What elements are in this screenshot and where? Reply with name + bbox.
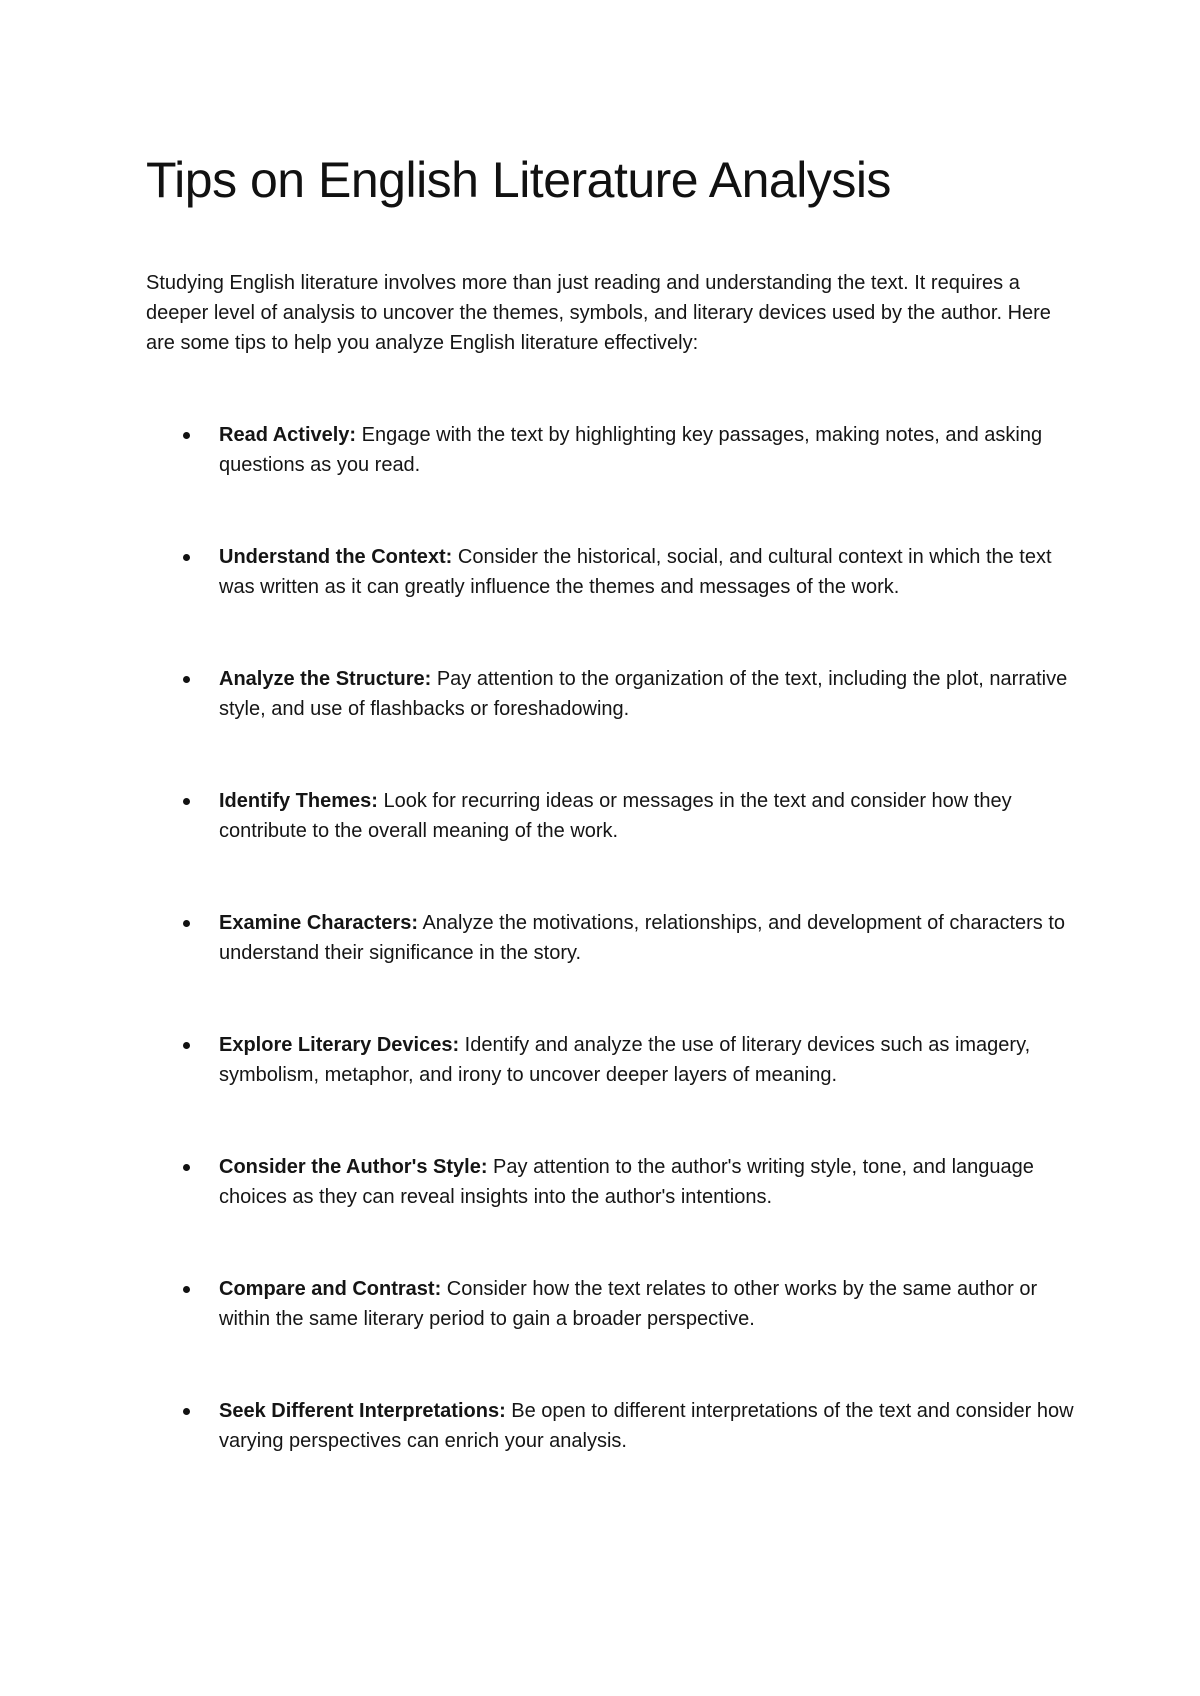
tip-seek-interpretations — [146, 1396, 1076, 1488]
tip-text: Pay attention to the organization of the text, including the plot, narrative style, and use of flashbacks or foreshadowing. — [219, 668, 1068, 720]
tip-heading: Examine Characters: — [219, 912, 418, 934]
bullet-icon — [183, 1286, 190, 1293]
tip-heading: Explore Literary Devices: — [219, 1034, 460, 1056]
bullet-icon — [183, 676, 190, 683]
tips-list — [146, 420, 1076, 1488]
tip-heading: Consider the Author's Style: — [219, 1156, 488, 1178]
document-title: Tips on English Literature Analysis — [146, 152, 891, 208]
tip-identify-themes — [146, 786, 1076, 878]
tip-text: Be open to different interpretations of the text and consider how varying perspectives can enrich your analysis. — [219, 1400, 1074, 1452]
tip-text: Look for recurring ideas or messages in the text and consider how they contribute to the overall meaning of the work. — [219, 790, 1012, 842]
tip-heading: Understand the Context: — [219, 546, 453, 568]
tip-compare-contrast — [146, 1274, 1076, 1366]
tip-understand-context — [146, 542, 1076, 634]
intro-paragraph: Studying English literature involves more than just reading and understanding the text. It requires a deeper level of analysis to uncover the themes, symbols, and literary devices used by the author. Here are some tips to help you analyze English literature effectively: — [146, 272, 1051, 354]
bullet-icon — [183, 798, 190, 805]
tip-explore-literary-devices — [146, 1030, 1076, 1122]
bullet-icon — [183, 554, 190, 561]
tip-heading: Seek Different Interpretations: — [219, 1400, 506, 1422]
tip-read-actively — [146, 420, 1076, 512]
tip-text: Consider how the text relates to other works by the same author or within the same literary period to gain a broader perspective. — [219, 1278, 1038, 1330]
tip-examine-characters — [146, 908, 1076, 1000]
bullet-icon — [183, 1408, 190, 1415]
tip-text: Identify and analyze the use of literary devices such as imagery, symbolism, metaphor, and irony to uncover deeper layers of meaning. — [219, 1034, 1031, 1086]
bullet-icon — [183, 1042, 190, 1049]
tip-text: Analyze the motivations, relationships, and development of characters to understand their significance in the story. — [219, 912, 1066, 964]
tip-text: Consider the historical, social, and cultural context in which the text was written as it can greatly influence the themes and messages of the work. — [219, 546, 1052, 598]
tip-heading: Analyze the Structure: — [219, 668, 432, 690]
tip-heading: Compare and Contrast: — [219, 1278, 442, 1300]
tip-text: Pay attention to the author's writing style, tone, and language choices as they can reveal insights into the author's intentions. — [219, 1156, 1034, 1208]
bullet-icon — [183, 1164, 190, 1171]
tip-analyze-structure — [146, 664, 1076, 756]
tip-text: Engage with the text by highlighting key passages, making notes, and asking questions as you read. — [219, 424, 1043, 476]
tip-heading: Read Actively: — [219, 424, 357, 446]
tip-heading: Identify Themes: — [219, 790, 378, 812]
bullet-icon — [183, 432, 190, 439]
tip-consider-author-style — [146, 1152, 1076, 1244]
bullet-icon — [183, 920, 190, 927]
